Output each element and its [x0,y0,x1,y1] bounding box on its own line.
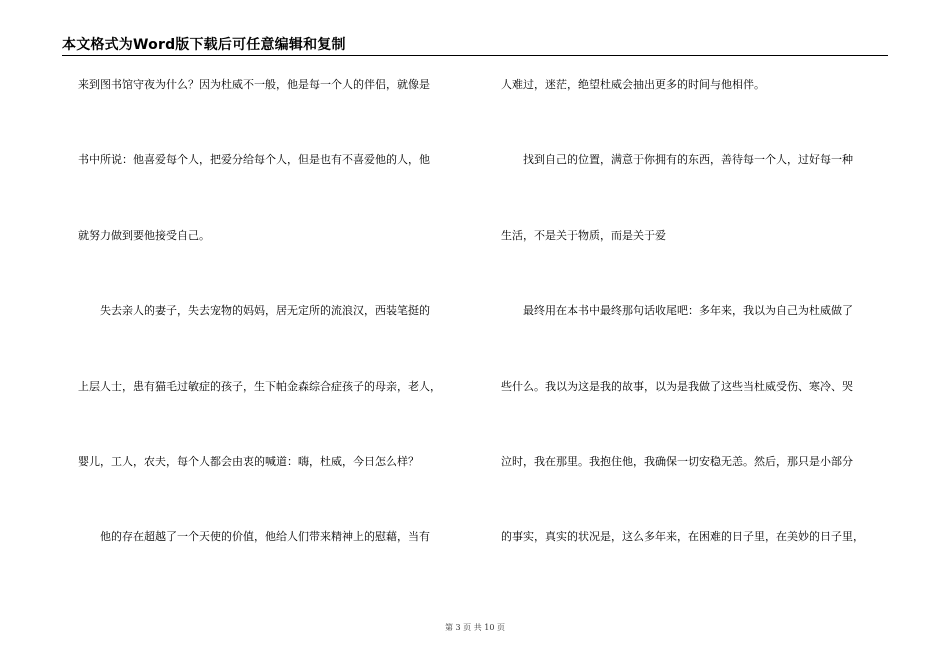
text-line: 失去亲人的妻子，失去宠物的妈妈，居无定所的流浪汉，西装笔挺的 [78,304,430,318]
text-line: 人难过，迷茫，绝望杜威会抽出更多的时间与他相伴。 [501,78,765,91]
text-line: 书中所说：他喜爱每个人，把爱分给每个人，但是也有不喜爱他的人，他 [78,153,430,167]
right-text-column [501,72,901,600]
text-line: 他的存在超越了一个天使的价值，他给人们带来精神上的慰藉，当有 [78,530,430,544]
text-line: 生活，不是关于物质，而是关于爱 [501,228,666,242]
text-line: 些什么。我以为这是我的故事，以为是我做了这些当杜威受伤、寒冷、哭 [501,379,853,393]
header-title: 本文格式为Word版下载后可任意编辑和复制 [62,37,346,53]
page-header [62,33,888,56]
text-line: 婴儿，工人，农夫，每个人都会由衷的喊道：嗨，杜威，今日怎么样？ [78,454,419,468]
text-line: 找到自己的位置，满意于你拥有的东西，善待每一个人，过好每一种 [501,153,853,167]
text-line: 来到图书馆守夜为什么？因为杜威不一般，他是每一个人的伴侣，就像是 [78,78,430,91]
text-line: 最终用在本书中最终那句话收尾吧：多年来，我以为自己为杜威做了 [501,304,853,318]
page-number: 第 3 页 共 10 页 [445,623,505,632]
text-line: 的事实，真实的状况是，这么多年来，在困难的日子里，在美妙的日子里， [501,530,864,544]
left-text-column [78,72,478,600]
text-line: 就努力做到要他接受自己。 [78,228,210,242]
text-line: 上层人士，患有猫毛过敏症的孩子，生下帕金森综合症孩子的母亲，老人， [78,379,441,393]
text-line: 泣时，我在那里。我抱住他，我确保一切安稳无恙。然后，那只是小部分 [501,454,853,468]
